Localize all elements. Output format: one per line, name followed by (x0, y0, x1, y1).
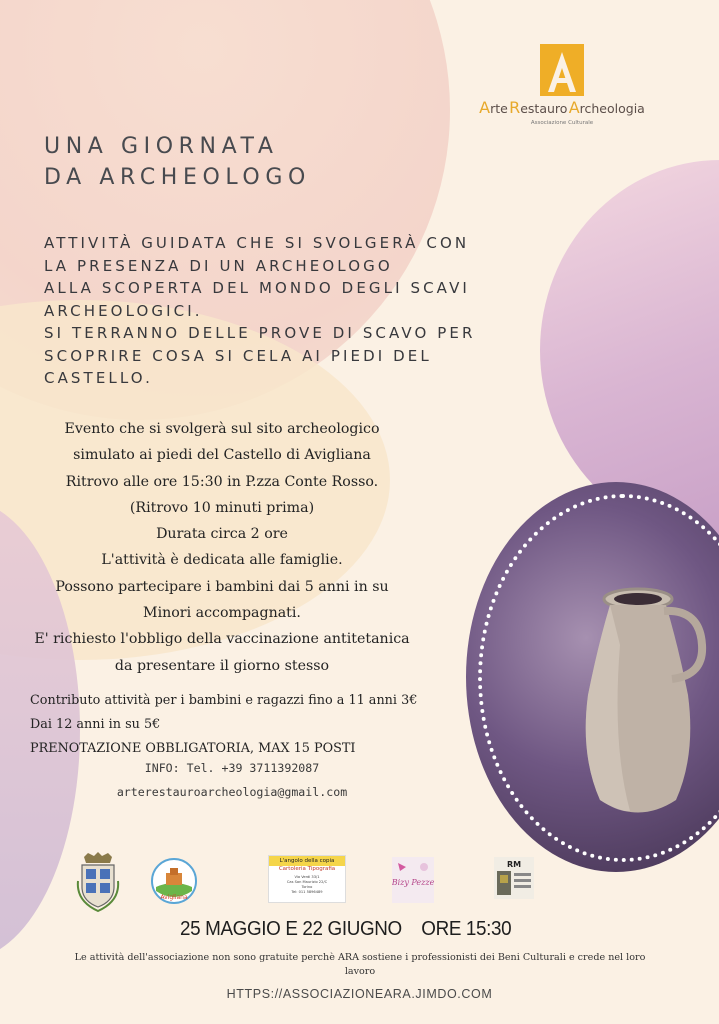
detail-line: Evento che si svolgerà sul sito archeologico (64, 421, 380, 437)
detail-line: Minori accompagnati. (143, 605, 301, 622)
description-line: SCOPRIRE COSA SI CELA AI PIEDI DEL (44, 346, 432, 365)
avigliana-town-logo (150, 857, 198, 905)
logo-a-icon (534, 44, 590, 96)
booking-line: PRENOTAZIONE OBBLIGATORIA, MAX 15 POSTI (30, 741, 356, 756)
angolo-address-line: Cas San Maurizio 22/C (286, 880, 328, 884)
rm-text: RM (506, 860, 522, 869)
cost-info (30, 689, 460, 761)
detail-line: Possono partecipare i bambini dai 5 anni in su (55, 578, 389, 595)
phone-info: INFO: Tel. +39 3711392087 (144, 761, 320, 775)
detail-line: simulato ai piedi del Castello di Avigliana (73, 447, 371, 464)
angolo-address-line: Via Verdi 33/1 (294, 875, 320, 879)
angolo-address-line: Tel: 011 5896489 (291, 890, 323, 894)
activity-description (44, 232, 684, 390)
crest-icon (74, 851, 122, 913)
angolo-title: L'angolo della copia (269, 856, 345, 866)
angolo-address-line: Torino (301, 885, 313, 889)
description-line: ALLA SCOPERTA DEL MONDO DEGLI SCAVI (44, 279, 470, 297)
page-title (44, 131, 311, 193)
cost-line: Dai 12 anni in su 5€ (30, 717, 161, 732)
detail-line: (Ritrovo 10 minuti prima) (129, 499, 315, 516)
detail-line: Ritrovo alle ore 15:30 in P.zza Conte Rosso. (65, 473, 379, 490)
bizy-pezze-logo (392, 857, 434, 903)
detail-line: Durata circa 2 ore (156, 526, 288, 543)
association-logo (462, 44, 662, 126)
description-line: SI TERRANNO DELLE PROVE DI SCAVO PER (44, 324, 476, 342)
logo-name: Arte Restauro Archeologia (479, 98, 645, 117)
email-link[interactable]: arterestauroarcheologia@gmail.com (116, 785, 348, 799)
detail-line: L'attività è dedicata alle famiglie. (101, 552, 343, 569)
event-details (12, 416, 432, 679)
avigliana-crest-logo (74, 851, 122, 913)
description-line: ATTIVITÀ GUIDATA CHE SI SVOLGERÀ CON (44, 234, 470, 252)
title-line: DA ARCHEOLOGO (44, 165, 311, 190)
website-link[interactable]: HTTPS://ASSOCIAZIONEARA.JIMDO.COM (226, 987, 493, 1001)
avigliana-label: Avigliana (160, 894, 188, 901)
angolo-subtitle: Cartoleria Tipografia (269, 866, 345, 872)
rm-logo (494, 857, 534, 899)
bizy-text: Bizy Pezze (392, 878, 434, 887)
angolo-address (269, 872, 345, 895)
description-line: ARCHEOLOGICI. (44, 301, 203, 320)
detail-line: da presentare il giorno stesso (114, 657, 330, 674)
castle-icon (150, 857, 198, 905)
angolo-della-copia-logo (268, 855, 346, 903)
cost-line: Contributo attività per i bambini e ragazzi fino a 11 anni 3€ (30, 693, 418, 708)
rm-icon (494, 857, 534, 899)
title-line: UNA GIORNATA (44, 134, 279, 159)
association-note: Le attività dell'associazione non sono gratuite perchè ARA sostiene i professionisti dei Beni Culturali e crede nel loro lavoro (74, 952, 646, 977)
bizy-icon (392, 857, 434, 903)
contact-info (0, 756, 464, 804)
description-line: LA PRESENZA DI UN ARCHEOLOGO (44, 256, 393, 275)
detail-line: E' richiesto l'obbligo della vaccinazione antitetanica (34, 631, 410, 648)
logo-subtitle: Associazione Culturale (530, 120, 594, 126)
description-line: CASTELLO. (44, 369, 153, 387)
event-dates: 25 MAGGIO E 22 GIUGNO ORE 15:30 (180, 917, 512, 940)
